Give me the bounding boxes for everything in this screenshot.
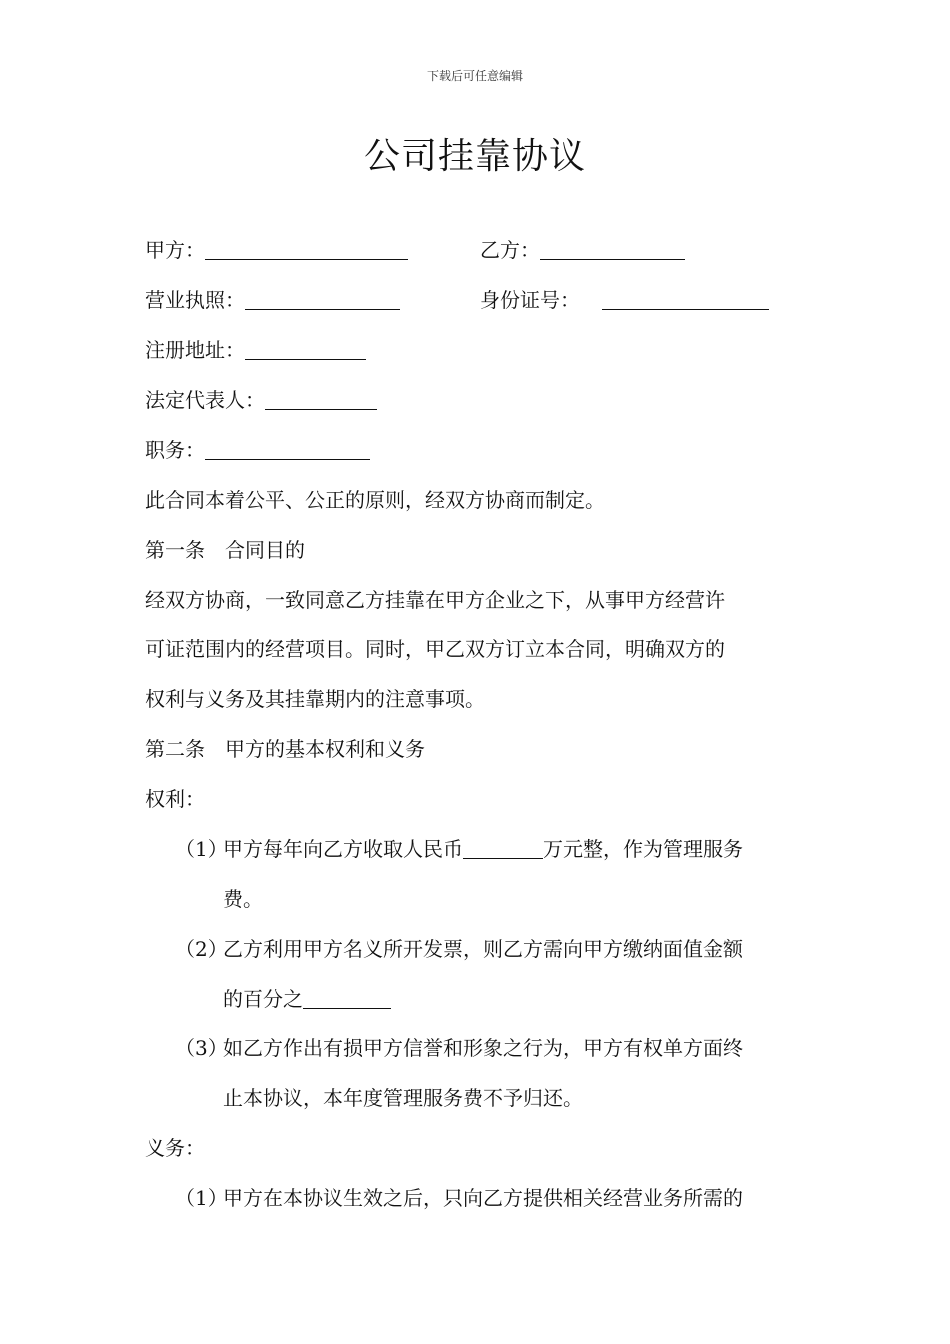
- legal-rep-label: 法定代表人：: [145, 388, 265, 412]
- duties-label: 义务：: [145, 1136, 205, 1160]
- right-2-text: 的百分之: [223, 987, 303, 1011]
- rights-label: 权利：: [145, 787, 205, 811]
- right-3-number: （3）: [175, 1036, 228, 1060]
- percentage-blank[interactable]: [303, 986, 391, 1009]
- id-number-blank[interactable]: [602, 287, 769, 310]
- article-1-heading: 第一条 合同目的: [145, 538, 305, 562]
- legal-rep-blank[interactable]: [265, 387, 377, 410]
- party-a-field: [145, 236, 408, 264]
- position-label: 职务：: [145, 438, 205, 462]
- license-blank[interactable]: [245, 287, 400, 310]
- duty-1-line-1: 甲方在本协议生效之后，只向乙方提供相关经营业务所需的: [223, 1186, 743, 1210]
- id-number-field: [480, 286, 769, 314]
- right-1-line-2: 费。: [223, 887, 263, 911]
- article-2-heading: 第二条 甲方的基本权利和义务: [145, 737, 425, 761]
- party-b-field: [480, 236, 685, 264]
- article-1-text-line-2: 可证范围内的经营项目。同时，甲乙双方订立本合同，明确双方的: [145, 637, 725, 661]
- document-title: 公司挂靠协议: [363, 136, 586, 177]
- party-b-label: 乙方：: [480, 238, 540, 262]
- fee-amount-blank[interactable]: [463, 836, 543, 859]
- license-label: 营业执照：: [145, 288, 245, 312]
- party-a-label: 甲方：: [145, 238, 205, 262]
- right-3-line-1: 如乙方作出有损甲方信誉和形象之行为，甲方有权单方面终: [223, 1036, 743, 1060]
- right-1-text-a: 甲方每年向乙方收取人民币: [223, 837, 463, 861]
- position-blank[interactable]: [205, 437, 370, 460]
- license-field: [145, 286, 400, 314]
- duty-1-number: （1）: [175, 1186, 228, 1210]
- article-1-text-line-3: 权利与义务及其挂靠期内的注意事项。: [145, 687, 485, 711]
- party-b-blank[interactable]: [540, 237, 685, 260]
- address-label: 注册地址：: [145, 338, 245, 362]
- right-2-line-2: [223, 985, 391, 1013]
- address-blank[interactable]: [245, 337, 366, 360]
- party-a-blank[interactable]: [205, 237, 408, 260]
- address-field: [145, 336, 366, 364]
- right-1-text-b: 万元整，作为管理服务: [543, 837, 743, 861]
- right-3-line-2: 止本协议，本年度管理服务费不予归还。: [223, 1086, 583, 1110]
- id-number-label: 身份证号：: [480, 288, 580, 312]
- right-2-number: （2）: [175, 937, 228, 961]
- position-field: [145, 436, 370, 464]
- intro-paragraph: 此合同本着公平、公正的原则，经双方协商而制定。: [145, 488, 605, 512]
- right-2-line-1: 乙方利用甲方名义所开发票，则乙方需向甲方缴纳面值金额: [223, 937, 743, 961]
- legal-rep-field: [145, 386, 377, 414]
- page-header: 下载后可任意编辑: [426, 69, 523, 83]
- right-1-line-1: [223, 835, 743, 863]
- right-1-number: （1）: [175, 837, 228, 861]
- article-1-text-line-1: 经双方协商，一致同意乙方挂靠在甲方企业之下，从事甲方经营许: [145, 588, 725, 612]
